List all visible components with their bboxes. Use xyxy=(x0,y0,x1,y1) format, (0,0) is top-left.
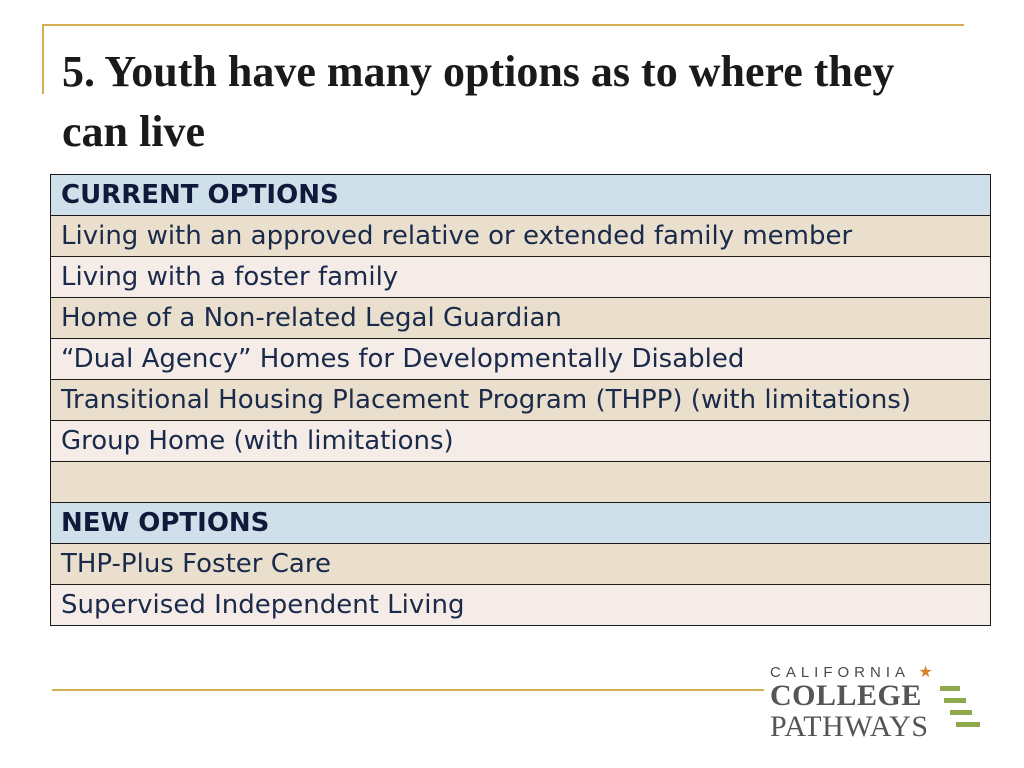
table-cell: CURRENT OPTIONS xyxy=(51,175,991,216)
table-row xyxy=(51,380,991,421)
california-college-pathways-logo xyxy=(770,662,980,746)
table-row xyxy=(51,544,991,585)
table-row xyxy=(51,257,991,298)
table-row xyxy=(51,216,991,257)
top-rule xyxy=(42,24,964,26)
table-row xyxy=(51,585,991,626)
star-icon: ★ xyxy=(918,664,933,681)
table-row xyxy=(51,421,991,462)
left-rule xyxy=(42,24,44,94)
table-row-current-options-header xyxy=(51,175,991,216)
table-cell: Supervised Independent Living xyxy=(51,585,991,626)
table-row xyxy=(51,339,991,380)
table-cell: Transitional Housing Placement Program (THPP) (with limitations) xyxy=(51,380,991,421)
logo-line3: PATHWAYS xyxy=(770,710,929,743)
table-cell: “Dual Agency” Homes for Developmentally Disabled xyxy=(51,339,991,380)
table-cell: THP-Plus Foster Care xyxy=(51,544,991,585)
pathway-steps-icon xyxy=(940,686,980,742)
table-cell xyxy=(51,462,991,503)
logo-line2: COLLEGE xyxy=(770,679,922,712)
table-row-empty xyxy=(51,462,991,503)
table-row-new-options-header xyxy=(51,503,991,544)
table-row xyxy=(51,298,991,339)
bottom-rule xyxy=(52,689,764,691)
table-cell: Living with an approved relative or extended family member xyxy=(51,216,991,257)
slide-title: 5. Youth have many options as to where they can live xyxy=(62,47,895,156)
table-cell: Home of a Non-related Legal Guardian xyxy=(51,298,991,339)
table-cell: Living with a foster family xyxy=(51,257,991,298)
table-cell: Group Home (with limitations) xyxy=(51,421,991,462)
logo-line1: CALIFORNIA xyxy=(770,664,910,681)
options-table xyxy=(50,174,991,626)
table-cell: NEW OPTIONS xyxy=(51,503,991,544)
